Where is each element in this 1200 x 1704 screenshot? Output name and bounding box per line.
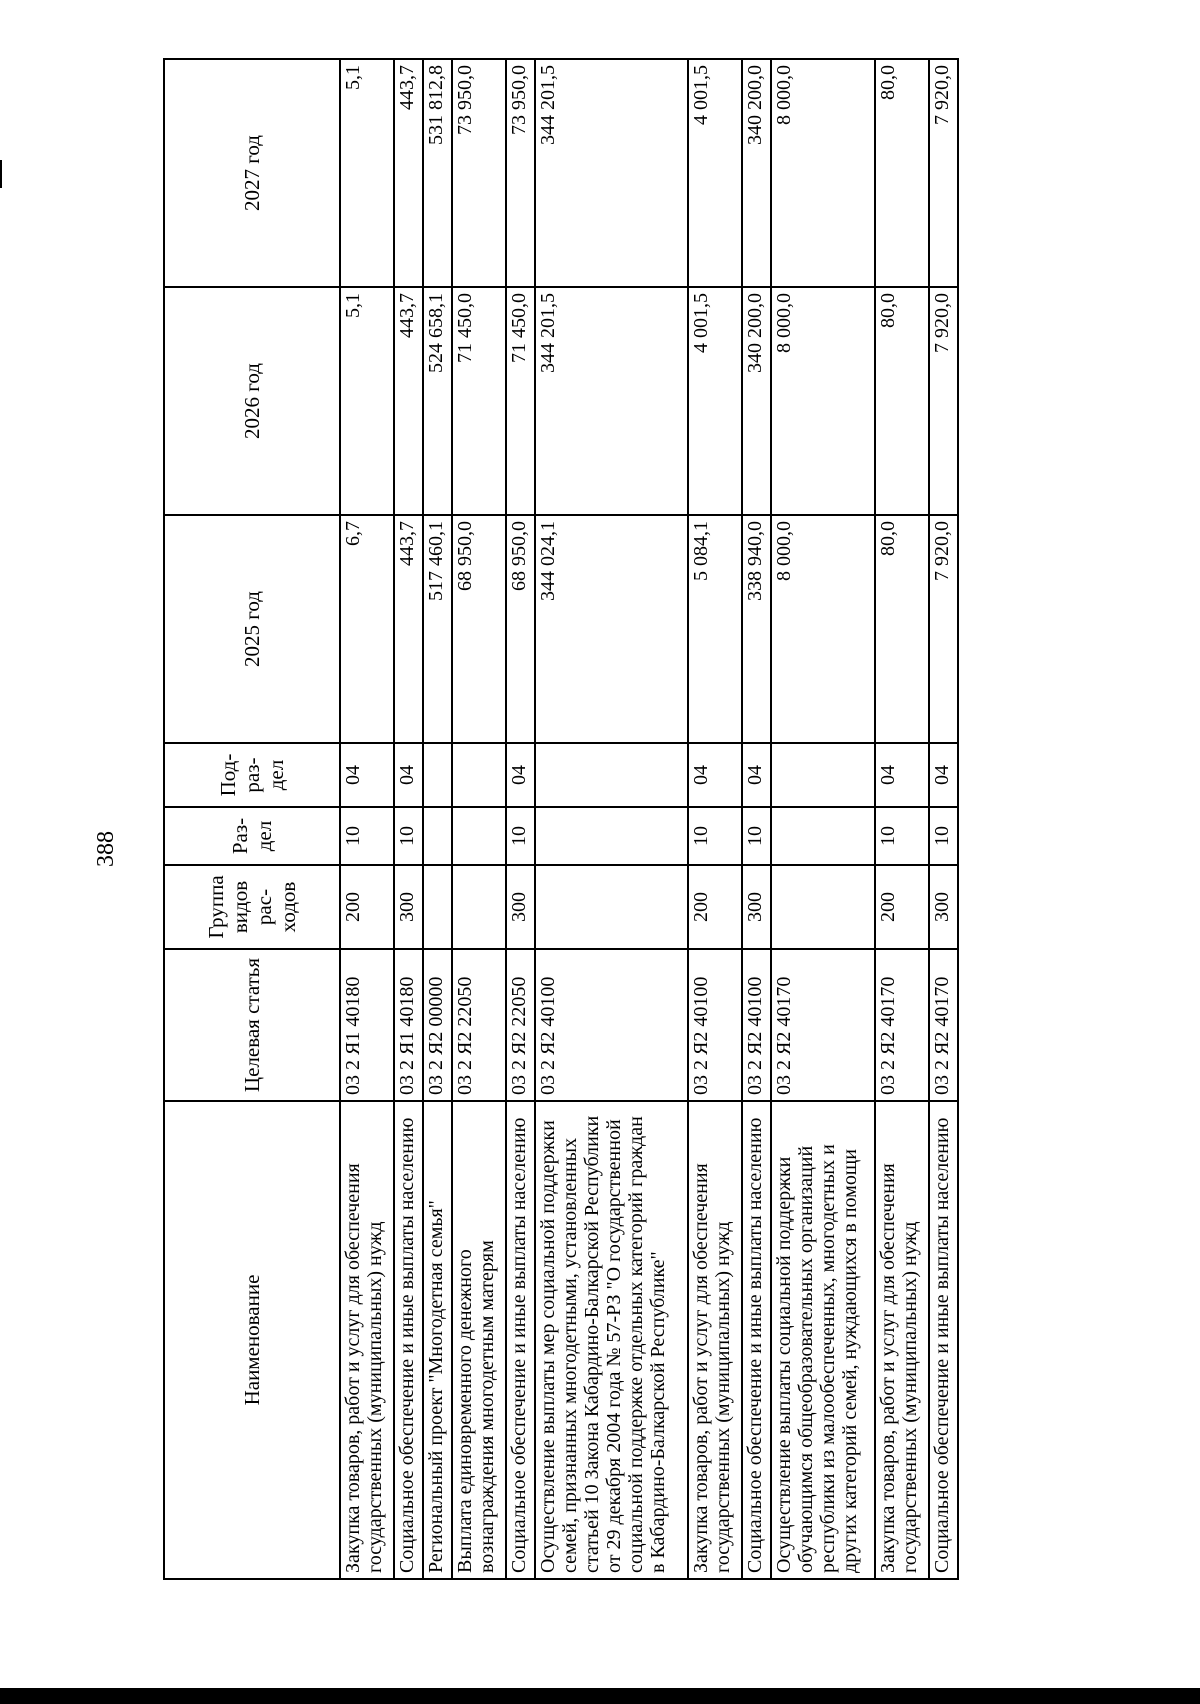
cell-2026: 80,0 (875, 287, 929, 515)
table-row (929, 59, 958, 1579)
cell-2025: 7 920,0 (929, 515, 958, 743)
scan-bottom-bar (0, 1688, 1200, 1704)
cell-subsection (535, 743, 688, 807)
cell-target-article: 03 2 Я2 40100 (742, 949, 771, 1101)
table-row (423, 59, 452, 1579)
cell-2025: 5 084,1 (688, 515, 742, 743)
header-section: Раз-дел (164, 807, 340, 865)
table-row (340, 59, 394, 1579)
cell-name: Выплата единовременного денежного вознаграждения многодетным матерям (452, 1101, 506, 1579)
cell-subsection (771, 743, 874, 807)
cell-name: Региональный проект "Многодетная семья" (423, 1101, 452, 1579)
cell-2027: 8 000,0 (771, 59, 874, 287)
cell-name: Закупка товаров, работ и услуг для обеспечения государственных (муниципальных) нужд (340, 1101, 394, 1579)
header-expense-group: Группа видов рас-ходов (164, 865, 340, 949)
cell-2025: 6,7 (340, 515, 394, 743)
cell-name: Социальное обеспечение и иные выплаты населению (394, 1101, 423, 1579)
cell-2025: 80,0 (875, 515, 929, 743)
cell-2025: 344 024,1 (535, 515, 688, 743)
cell-target-article: 03 2 Я2 22050 (506, 949, 535, 1101)
cell-subsection: 04 (394, 743, 423, 807)
table-row (688, 59, 742, 1579)
cell-expense-group: 200 (340, 865, 394, 949)
table-row (875, 59, 929, 1579)
cell-section: 10 (875, 807, 929, 865)
cell-name: Социальное обеспечение и иные выплаты населению (742, 1101, 771, 1579)
table-row (394, 59, 423, 1579)
cell-name: Осуществление выплаты мер социальной поддержки семей, признанных многодетными, установленных статьей 10 Закона Кабардино-Балкарской Республики от 29 декабря 2004 года № 57-РЗ "О государственной социальной поддержке отдельных категорий граждан в Кабардино-Балкарской Республике" (535, 1101, 688, 1579)
cell-section (423, 807, 452, 865)
budget-table-container (163, 60, 959, 1580)
cell-2025: 338 940,0 (742, 515, 771, 743)
budget-table (163, 58, 959, 1580)
cell-2026: 344 201,5 (535, 287, 688, 515)
cell-subsection: 04 (506, 743, 535, 807)
cell-subsection (452, 743, 506, 807)
cell-name: Социальное обеспечение и иные выплаты населению (506, 1101, 535, 1579)
cell-name: Закупка товаров, работ и услуг для обеспечения государственных (муниципальных) нужд (875, 1101, 929, 1579)
table-row (452, 59, 506, 1579)
cell-2027: 443,7 (394, 59, 423, 287)
cell-2026: 71 450,0 (452, 287, 506, 515)
header-target-article: Целевая статья (164, 949, 340, 1101)
cell-2026: 5,1 (340, 287, 394, 515)
table-row (771, 59, 874, 1579)
cell-2027: 344 201,5 (535, 59, 688, 287)
cell-expense-group: 300 (742, 865, 771, 949)
cell-2025: 8 000,0 (771, 515, 874, 743)
cell-2027: 7 920,0 (929, 59, 958, 287)
cell-section: 10 (394, 807, 423, 865)
table-row (506, 59, 535, 1579)
cell-section: 10 (506, 807, 535, 865)
cell-subsection (423, 743, 452, 807)
cell-section (535, 807, 688, 865)
cell-2026: 443,7 (394, 287, 423, 515)
cell-section: 10 (742, 807, 771, 865)
table-header-row (164, 59, 340, 1579)
cell-2027: 80,0 (875, 59, 929, 287)
cell-name: Закупка товаров, работ и услуг для обеспечения государственных (муниципальных) нужд (688, 1101, 742, 1579)
cell-section: 10 (340, 807, 394, 865)
cell-expense-group (771, 865, 874, 949)
cell-2026: 8 000,0 (771, 287, 874, 515)
cell-subsection: 04 (742, 743, 771, 807)
cell-subsection: 04 (340, 743, 394, 807)
cell-2025: 68 950,0 (452, 515, 506, 743)
cell-section: 10 (688, 807, 742, 865)
cell-2026: 4 001,5 (688, 287, 742, 515)
cell-expense-group: 200 (875, 865, 929, 949)
cell-target-article: 03 2 Я2 40170 (929, 949, 958, 1101)
cell-2027: 5,1 (340, 59, 394, 287)
page-number: 388 (93, 831, 119, 867)
cell-target-article: 03 2 Я2 40170 (771, 949, 874, 1101)
cell-subsection: 04 (929, 743, 958, 807)
cell-2025: 68 950,0 (506, 515, 535, 743)
header-name: Наименование (164, 1101, 340, 1579)
header-2026: 2026 год (164, 287, 340, 515)
cell-subsection: 04 (688, 743, 742, 807)
cell-2025: 517 460,1 (423, 515, 452, 743)
cell-subsection: 04 (875, 743, 929, 807)
cell-2027: 340 200,0 (742, 59, 771, 287)
cell-2027: 531 812,8 (423, 59, 452, 287)
cell-2027: 73 950,0 (506, 59, 535, 287)
cell-expense-group: 300 (929, 865, 958, 949)
cell-expense-group: 300 (506, 865, 535, 949)
scan-edge-mark (0, 160, 2, 188)
cell-2026: 340 200,0 (742, 287, 771, 515)
cell-expense-group: 300 (394, 865, 423, 949)
cell-target-article: 03 2 Я1 40180 (394, 949, 423, 1101)
cell-section (771, 807, 874, 865)
cell-2026: 524 658,1 (423, 287, 452, 515)
header-2025: 2025 год (164, 515, 340, 743)
cell-target-article: 03 2 Я2 00000 (423, 949, 452, 1101)
header-subsection: Под-раз-дел (164, 743, 340, 807)
cell-expense-group (423, 865, 452, 949)
cell-2026: 71 450,0 (506, 287, 535, 515)
cell-target-article: 03 2 Я1 40180 (340, 949, 394, 1101)
cell-2027: 4 001,5 (688, 59, 742, 287)
cell-name: Социальное обеспечение и иные выплаты населению (929, 1101, 958, 1579)
header-2027: 2027 год (164, 59, 340, 287)
cell-target-article: 03 2 Я2 40100 (535, 949, 688, 1101)
cell-expense-group (535, 865, 688, 949)
cell-section: 10 (929, 807, 958, 865)
cell-2025: 443,7 (394, 515, 423, 743)
table-body (340, 59, 958, 1579)
cell-target-article: 03 2 Я2 22050 (452, 949, 506, 1101)
cell-target-article: 03 2 Я2 40170 (875, 949, 929, 1101)
table-row (535, 59, 688, 1579)
cell-section (452, 807, 506, 865)
cell-name: Осуществление выплаты социальной поддержки обучающимся общеобразовательных организаций республики из малообеспеченных, многодетных и других категорий семей, нуждающихся в помощи (771, 1101, 874, 1579)
table-row (742, 59, 771, 1579)
cell-target-article: 03 2 Я2 40100 (688, 949, 742, 1101)
cell-2026: 7 920,0 (929, 287, 958, 515)
cell-2027: 73 950,0 (452, 59, 506, 287)
cell-expense-group: 200 (688, 865, 742, 949)
cell-expense-group (452, 865, 506, 949)
